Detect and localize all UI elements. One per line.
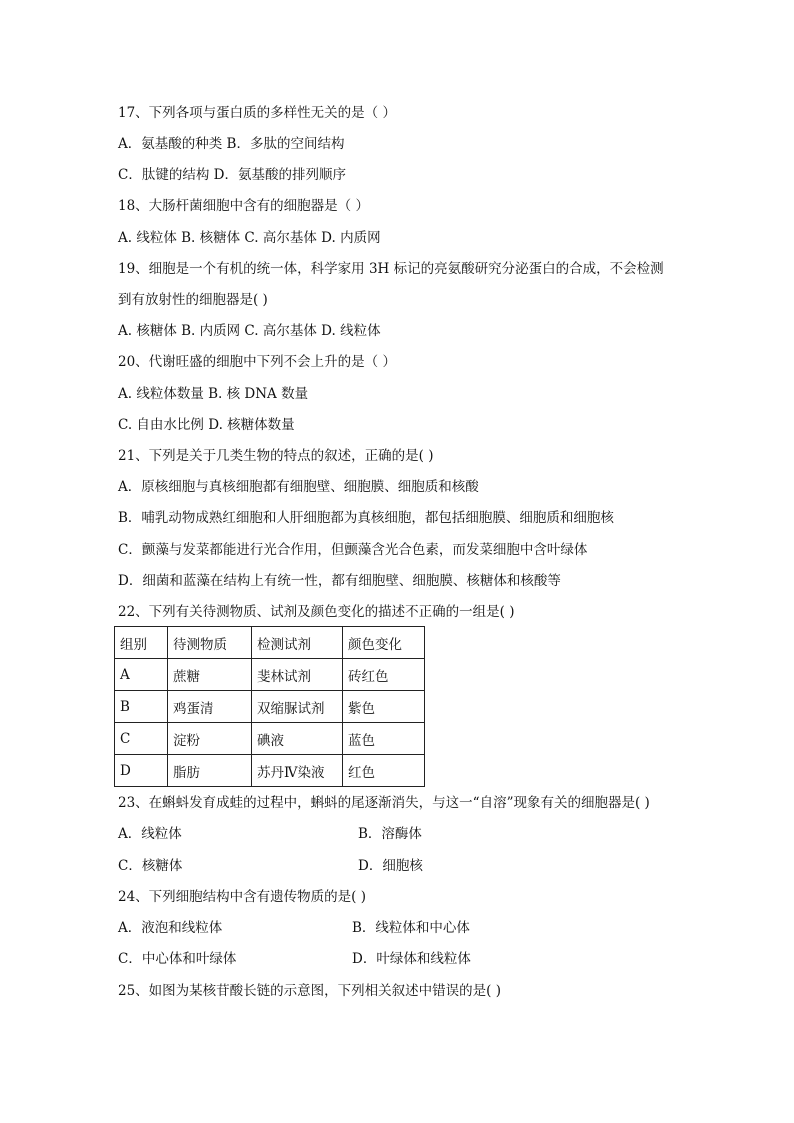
table-cell: 苏丹Ⅳ染液 — [252, 755, 343, 787]
q23-option-c: C．核糖体 — [118, 858, 183, 874]
table-header-cell: 待测物质 — [168, 627, 252, 659]
q17-stem: 17、下列各项与蛋白质的多样性无关的是（ ） — [118, 105, 396, 121]
q23-option-a: A．线粒体 — [118, 826, 182, 842]
q17-options-row2: C．肽键的结构 D．氨基酸的排列顺序 — [118, 167, 346, 183]
q19-options-row1: A. 核糖体 B. 内质网 C. 高尔基体 D. 线粒体 — [118, 323, 381, 339]
q20-stem: 20、代谢旺盛的细胞中下列不会上升的是（ ） — [118, 354, 396, 370]
q24-option-d: D．叶绿体和线粒体 — [352, 951, 471, 967]
table-cell: 双缩脲试剂 — [252, 691, 343, 723]
table-row — [115, 659, 425, 691]
table-header-cell: 颜色变化 — [343, 627, 425, 659]
table-cell: B — [115, 691, 168, 723]
q21-option-b: B．哺乳动物成熟红细胞和人肝细胞都为真核细胞，都包括细胞膜、细胞质和细胞核 — [118, 510, 614, 526]
q22-reagent-table — [114, 626, 425, 787]
q19-stem-line1: 19、细胞是一个有机的统一体，科学家用 3H 标记的亮氨酸研究分泌蛋白的合成，不会检测 — [118, 261, 664, 277]
q21-option-a: A．原核细胞与真核细胞都有细胞壁、细胞膜、细胞质和核酸 — [118, 479, 479, 495]
q18-stem: 18、大肠杆菌细胞中含有的细胞器是（ ） — [118, 198, 369, 214]
q20-options-row1: A. 线粒体数量 B. 核 DNA 数量 — [118, 386, 309, 402]
q18-options-row1: A. 线粒体 B. 核糖体 C. 高尔基体 D. 内质网 — [118, 230, 381, 246]
table-cell: 红色 — [343, 755, 425, 787]
table-row — [115, 723, 425, 755]
table-cell: 鸡蛋清 — [168, 691, 252, 723]
table-cell: 脂肪 — [168, 755, 252, 787]
table-cell: 蔗糖 — [168, 659, 252, 691]
table-cell: 紫色 — [343, 691, 425, 723]
table-header-cell: 组别 — [115, 627, 168, 659]
table-cell: 碘液 — [252, 723, 343, 755]
table-cell: 砖红色 — [343, 659, 425, 691]
table-header-row — [115, 627, 425, 659]
q21-stem: 21、下列是关于几类生物的特点的叙述，正确的是( ) — [118, 448, 434, 464]
q23-option-b: B．溶酶体 — [358, 826, 422, 842]
q25-stem: 25、如图为某核苷酸长链的示意图，下列相关叙述中错误的是( ) — [118, 983, 502, 999]
table-row — [115, 755, 425, 787]
q23-stem: 23、在蝌蚪发育成蛙的过程中，蝌蚪的尾逐渐消失，与这一“自溶”现象有关的细胞器是( ) — [118, 795, 650, 811]
table-cell: C — [115, 723, 168, 755]
table-cell: D — [115, 755, 168, 787]
table-header-cell: 检测试剂 — [252, 627, 343, 659]
q21-option-c: C．颤藻与发菜都能进行光合作用，但颤藻含光合色素，而发菜细胞中含叶绿体 — [118, 542, 588, 558]
q21-option-d: D．细菌和蓝藻在结构上有统一性，都有细胞壁、细胞膜、核糖体和核酸等 — [118, 573, 561, 589]
table-cell: 淀粉 — [168, 723, 252, 755]
table-cell: A — [115, 659, 168, 691]
q22-stem: 22、下列有关待测物质、试剂及颜色变化的描述不正确的一组是( ) — [118, 604, 515, 620]
q19-stem-line2: 到有放射性的细胞器是( ) — [118, 292, 268, 308]
q24-option-b: B．线粒体和中心体 — [352, 920, 470, 936]
table-row — [115, 691, 425, 723]
q24-stem: 24、下列细胞结构中含有遗传物质的是( ) — [118, 889, 367, 905]
q24-option-c: C．中心体和叶绿体 — [118, 951, 237, 967]
table-cell: 蓝色 — [343, 723, 425, 755]
q24-option-a: A．液泡和线粒体 — [118, 920, 223, 936]
q23-option-d: D．细胞核 — [358, 858, 423, 874]
table-cell: 斐林试剂 — [252, 659, 343, 691]
q17-options-row1: A．氨基酸的种类 B．多肽的空间结构 — [118, 136, 345, 152]
q20-options-row2: C. 自由水比例 D. 核糖体数量 — [118, 417, 295, 433]
